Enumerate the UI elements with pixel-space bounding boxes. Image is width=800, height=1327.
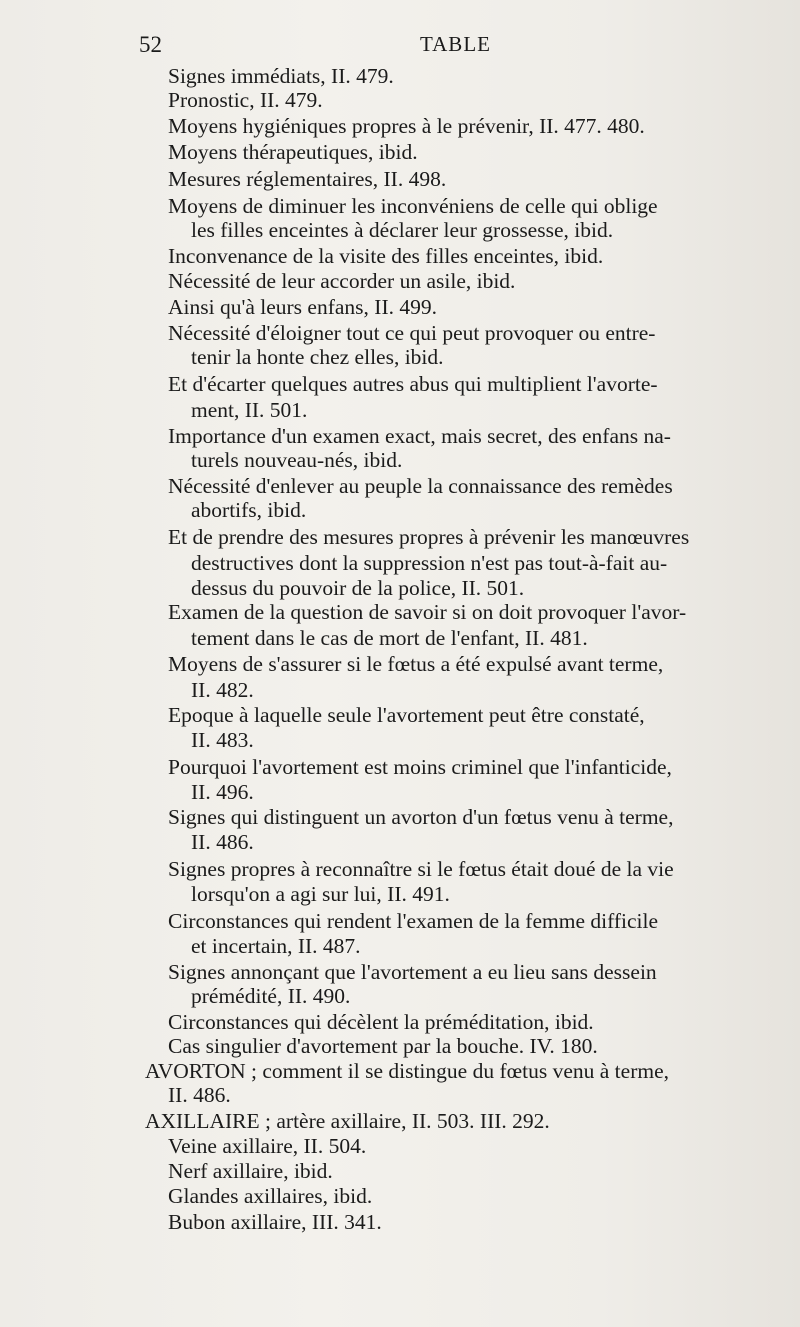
index-line: turels nouveau-nés, ibid. <box>191 448 403 472</box>
index-line: Nerf axillaire, ibid. <box>168 1159 333 1183</box>
index-line: Nécessité d'enlever au peuple la connaissance des remèdes <box>168 474 673 498</box>
index-line: II. 486. <box>191 830 254 854</box>
index-line: Moyens thérapeutiques, ibid. <box>168 140 418 164</box>
index-line: Moyens hygiéniques propres à le prévenir, II. 477. 480. <box>168 114 645 138</box>
index-line: et incertain, II. 487. <box>191 934 361 958</box>
index-headword-line: AVORTON ; comment il se distingue du fœtus venu à terme, <box>145 1059 669 1083</box>
index-line: Glandes axillaires, ibid. <box>168 1184 373 1208</box>
index-line: Pourquoi l'avortement est moins criminel que l'infanticide, <box>168 755 672 779</box>
index-line: Importance d'un examen exact, mais secret, des enfans na- <box>168 424 671 448</box>
index-line: Circonstances qui décèlent la préméditation, ibid. <box>168 1010 594 1034</box>
index-line: Signes qui distinguent un avorton d'un fœtus venu à terme, <box>168 805 674 829</box>
index-line: destructives dont la suppression n'est pas tout-à-fait au- <box>191 551 668 575</box>
index-line: prémédité, II. 490. <box>191 984 351 1008</box>
index-line: Bubon axillaire, III. 341. <box>168 1210 382 1234</box>
index-line: ment, II. 501. <box>191 398 308 422</box>
index-line: Moyens de diminuer les inconvéniens de celle qui oblige <box>168 194 658 218</box>
index-line: II. 486. <box>168 1083 231 1107</box>
page-header <box>0 32 800 58</box>
index-line: Et de prendre des mesures propres à prévenir les manœuvres <box>168 525 690 549</box>
index-line: tement dans le cas de mort de l'enfant, II. 481. <box>191 626 588 650</box>
index-line: II. 482. <box>191 678 254 702</box>
index-line: lorsqu'on a agi sur lui, II. 491. <box>191 882 450 906</box>
index-line: Moyens de s'assurer si le fœtus a été expulsé avant terme, <box>168 652 664 676</box>
index-headword-line: AXILLAIRE ; artère axillaire, II. 503. III. 292. <box>145 1109 550 1133</box>
index-line: les filles enceintes à déclarer leur grossesse, ibid. <box>191 218 614 242</box>
page-number: 52 <box>139 32 162 57</box>
index-line: Nécessité d'éloigner tout ce qui peut provoquer ou entre- <box>168 321 656 345</box>
index-line: Circonstances qui rendent l'examen de la femme difficile <box>168 909 659 933</box>
index-line: Pronostic, II. 479. <box>168 88 323 112</box>
index-line: Cas singulier d'avortement par la bouche. IV. 180. <box>168 1034 598 1058</box>
index-line: Mesures réglementaires, II. 498. <box>168 167 447 191</box>
index-line: Inconvenance de la visite des filles enceintes, ibid. <box>168 244 604 268</box>
index-line: abortifs, ibid. <box>191 498 307 522</box>
index-line: tenir la honte chez elles, ibid. <box>191 345 444 369</box>
index-line: Signes annonçant que l'avortement a eu lieu sans dessein <box>168 960 657 984</box>
index-line: Ainsi qu'à leurs enfans, II. 499. <box>168 295 437 319</box>
index-line: II. 496. <box>191 780 254 804</box>
index-line: dessus du pouvoir de la police, II. 501. <box>191 576 525 600</box>
index-line: Signes immédiats, II. 479. <box>168 64 394 88</box>
index-line: Signes propres à reconnaître si le fœtus était doué de la vie <box>168 857 674 881</box>
index-line: Nécessité de leur accorder un asile, ibid. <box>168 269 516 293</box>
index-line: Veine axillaire, II. 504. <box>168 1134 367 1158</box>
index-line: II. 483. <box>191 728 254 752</box>
index-line: Epoque à laquelle seule l'avortement peut être constaté, <box>168 703 645 727</box>
index-line: Examen de la question de savoir si on doit provoquer l'avor- <box>168 600 687 624</box>
index-line: Et d'écarter quelques autres abus qui multiplient l'avorte- <box>168 372 658 396</box>
running-title: TABLE <box>420 32 491 56</box>
